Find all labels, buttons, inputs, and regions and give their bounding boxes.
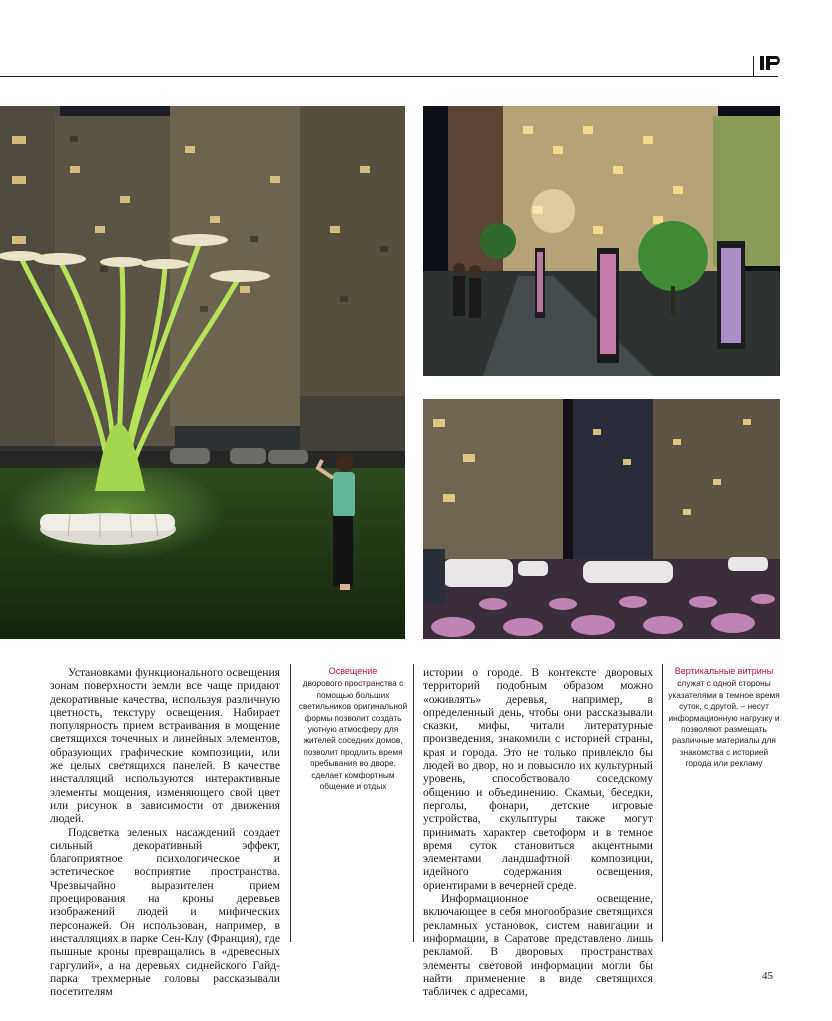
page-number: 45: [762, 970, 773, 982]
pink-light-projection-photo: [423, 399, 780, 639]
paragraph: Информационное освещение, включающее в себя многообразие светящихся рекламных установок, систем навигации и информации, в Саратове представлено лишь рекламой. В дворовых пространствах элементы световой информации могли бы найти применение в виде светящихся табличек с адресами,: [423, 892, 653, 999]
column-divider: [662, 664, 663, 942]
vertical-showcases-photo: [423, 106, 780, 376]
sidebar-caption-lighting: [298, 666, 408, 792]
header-rule: [0, 76, 778, 77]
tree-sculpture-photo: [0, 106, 405, 639]
ip-logo-icon: [760, 56, 782, 70]
paragraph: Установками функционального освещения зонам поверхности земли все чаще придают декоративные качества, используя различную цветность, текстуру освещения. Набирает популярность прием встраивания в мощение светящихся точечных и линейных элементов, образующих графические композиции, или же целых светящихся панелей. В качестве инсталляций используются интерактивные элементы мощения, изменяющего свой цвет или рисунок в зависимости от движения людей.: [50, 666, 280, 826]
sidebar-caption-showcases: [668, 666, 780, 770]
paragraph: Подсветка зеленых насаждений создает сильный декоративный эффект, благоприятное психологическое и эстетическое восприятие пространства. Чрезвычайно выразителен прием проецирования на кроны деревьев изображений людей и мифических персонажей. Он использован, например, в инсталляциях в парке Сен-Клу (Франция), где пышные кроны превращались в «древесных гаргулий», а на деревьях сиднейского Гайд-парка трехмерные головы рассказывали посетителям: [50, 825, 280, 999]
column-divider: [413, 664, 414, 942]
article-column-1: [50, 666, 280, 998]
paragraph: истории о городе. В контексте дворовых территорий подобным образом можно «оживлять» деревья, например, в определенный день, чтобы они рассказывали сказки, мифы, читали литературные произведения, знакомили с историей страны, края и города. Это не только привлекло бы людей во двор, но и повысило их культурный уровень, способствовало соседскому общению и объединению. Скамьи, беседки, перголы, фонари, детские игровые устройства, скульптуры также могут принимать характер светоформ и в темное время суток становиться акцентными элементами ландшафтной композиции, идейного содержания освещения, ориентирами в вечерней среде.: [423, 666, 653, 892]
sidebar-text: служат с одной стороны указателями в темное время суток, с другой, – несут информационную нагрузку и позволяют размещать различные материалы для знакомства с историей города или рекламу: [668, 678, 780, 769]
sidebar-title: Освещение: [328, 666, 378, 676]
article-column-2: [423, 666, 653, 998]
sidebar-text: дворового пространства с помощью больших светильников оригинальной формы позволит создать уютную атмосферу для жителей соседних домов, позволит продлить время пребывания во дворе, сделает комфортным общение и отдых: [298, 678, 408, 792]
header-tick: [753, 56, 754, 76]
sidebar-title: Вертикальные витрины: [674, 666, 774, 676]
column-divider: [290, 664, 291, 942]
